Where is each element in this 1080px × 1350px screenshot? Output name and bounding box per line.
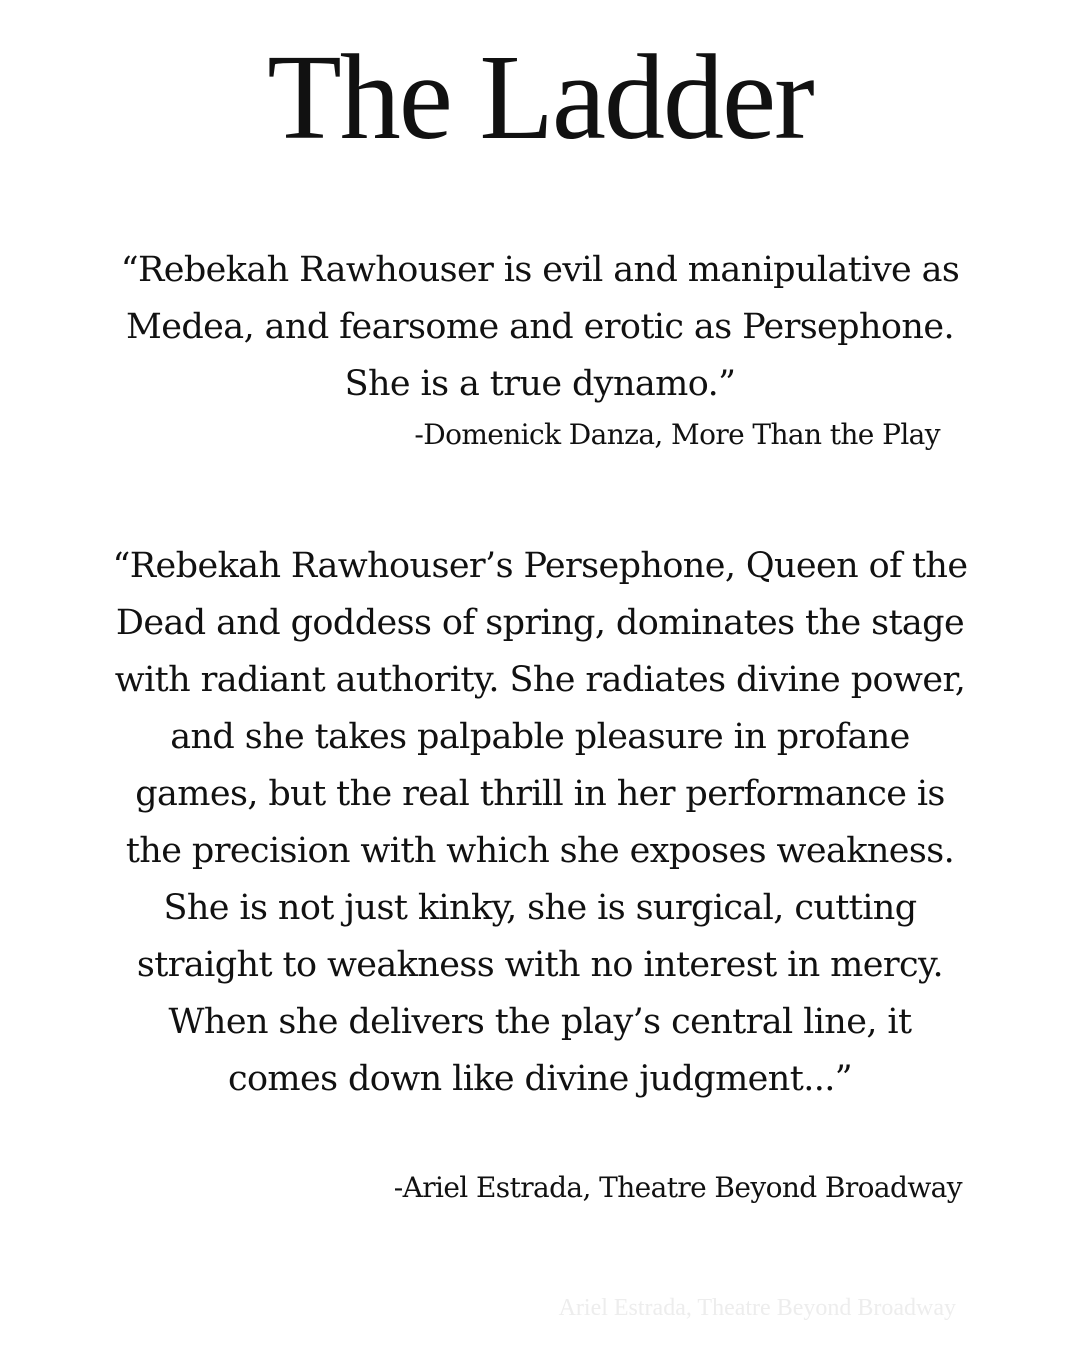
review-attribution-2: -Ariel Estrada, Theatre Beyond Broadway xyxy=(393,1171,962,1204)
page-title: The Ladder xyxy=(267,30,813,165)
review-quote-2: “Rebekah Rawhouser’s Persephone, Queen of the Dead and goddess of spring, dominates the stage with radiant authority. She radiates divine power, and she takes palpable pleasure in profane games, but the real thrill in her performance is the precision with which she exposes weakness. She is not just kinky, she is surgical, cutting straight to weakness with no interest in mercy. When she delivers the play’s central line, it comes down like divine judgment...” xyxy=(112,546,968,1099)
watermark: Ariel Estrada, Theatre Beyond Broadway xyxy=(558,1295,956,1321)
review-quote-1: “Rebekah Rawhouser is evil and manipulative as Medea, and fearsome and erotic as Persephone. She is a true dynamo.” xyxy=(120,250,960,404)
review-attribution-1: -Domenick Danza, More Than the Play xyxy=(414,418,940,451)
